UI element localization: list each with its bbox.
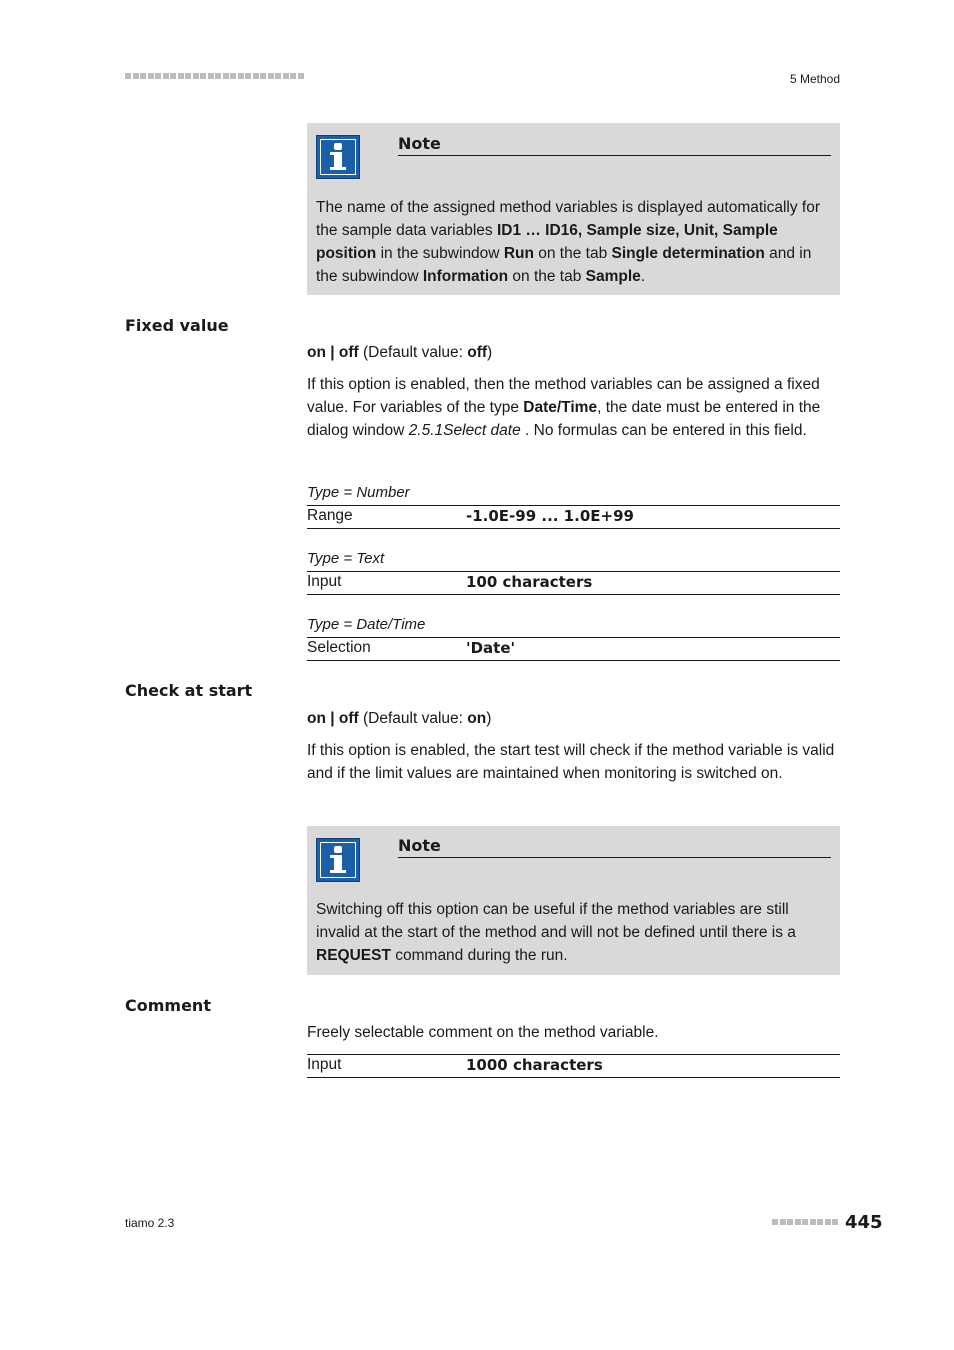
property-row <box>307 505 840 529</box>
property-key: Input <box>307 573 342 590</box>
footer-product: tiamo 2.3 <box>125 1216 175 1230</box>
type-label: Type = Number <box>307 484 410 501</box>
type-label: Type = Date/Time <box>307 616 426 633</box>
property-value: -1.0E-99 ... 1.0E+99 <box>466 507 634 525</box>
info-icon <box>316 135 360 179</box>
check-at-start-description: If this option is enabled, the start test will check if the method variable is valid and if the limit values are maintained when monitoring is switched on. <box>307 742 835 782</box>
fixed-value-options: on | off (Default value: off) <box>307 344 493 361</box>
type-label: Type = Text <box>307 550 385 567</box>
check-at-start-options: on | off (Default value: on) <box>307 710 492 727</box>
note-title: Note <box>398 836 831 858</box>
footer-decoration <box>772 1219 842 1228</box>
note-box <box>307 123 840 295</box>
chapter-title: 5 Method <box>789 72 840 86</box>
property-key: Input <box>307 1056 342 1073</box>
note-title: Note <box>398 134 831 156</box>
property-key: Range <box>307 507 353 524</box>
property-row <box>307 571 840 595</box>
section-heading-comment: Comment <box>125 996 211 1015</box>
fixed-value-description: If this option is enabled, then the method variables can be assigned a fixed value. For variables of the type Date/Time, the date must be entered in the dialog window 2.5.1Select date . No formulas can be entered in this field. <box>307 376 821 439</box>
property-row <box>307 1054 840 1078</box>
property-row <box>307 637 840 661</box>
property-value: 'Date' <box>466 639 516 657</box>
header-decoration <box>125 73 307 82</box>
note-box <box>307 826 840 975</box>
note-text: The name of the assigned method variables is displayed automatically for the sample data variables ID1 … ID16, Sample size, Unit, Sample position in the subwindow Run on the tab Single determination and in the subwindow Information on the tab Sample. <box>316 199 821 285</box>
page-number: 445 <box>845 1212 883 1233</box>
info-icon <box>316 838 360 882</box>
section-heading-check-at-start: Check at start <box>125 681 253 700</box>
property-value: 100 characters <box>466 573 593 591</box>
section-heading-fixed-value: Fixed value <box>125 316 229 335</box>
note-text: Switching off this option can be useful if the method variables are still invalid at the start of the method and will not be defined until there is a REQUEST command during the run. <box>316 901 796 964</box>
property-value: 1000 characters <box>466 1056 603 1074</box>
property-key: Selection <box>307 639 371 656</box>
comment-description: Freely selectable comment on the method variable. <box>307 1024 659 1041</box>
